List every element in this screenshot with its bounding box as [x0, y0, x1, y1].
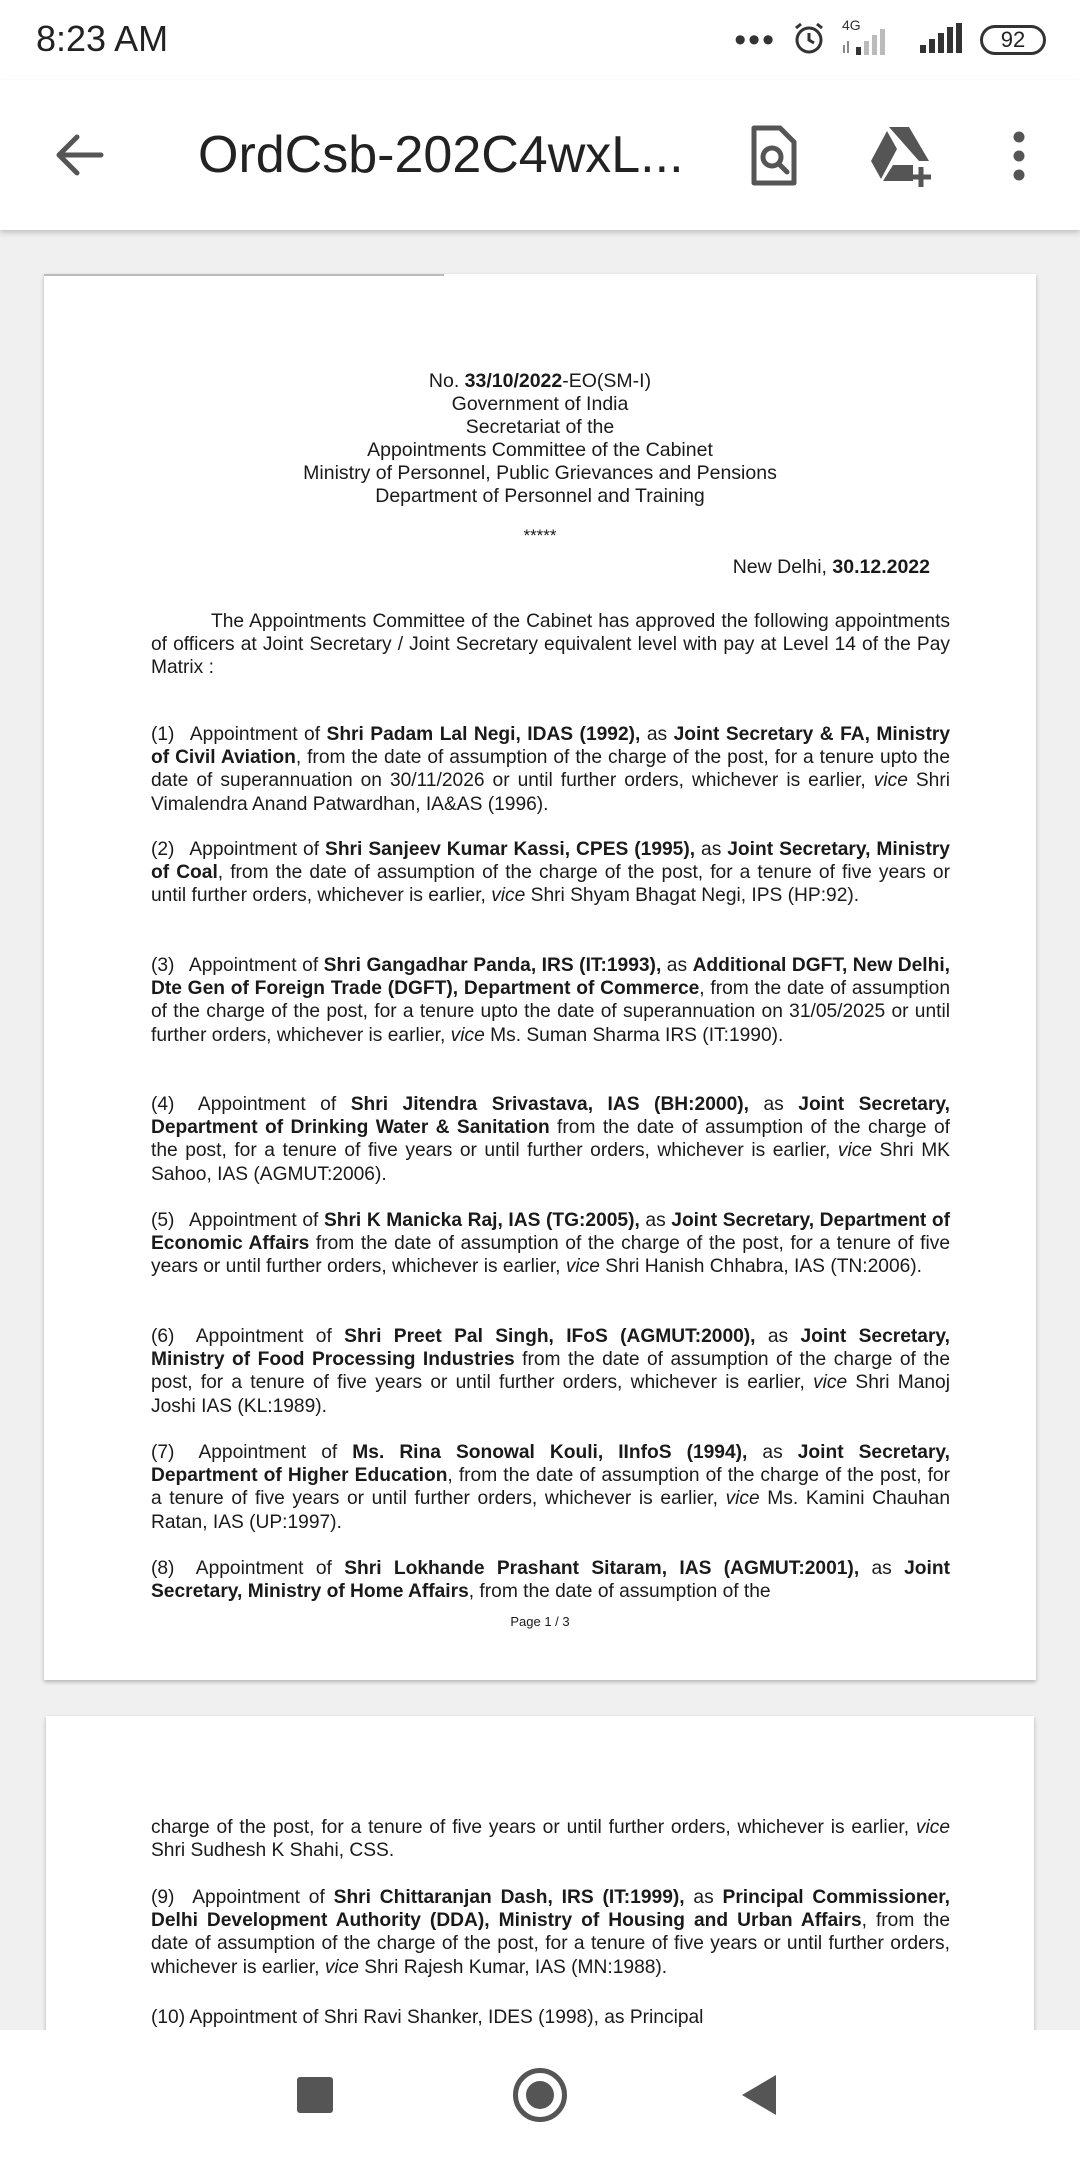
appointment-item: (4) Appointment of Shri Jitendra Srivastava, IAS (BH:2000), as Joint Secretary, Department of Drinking Water & Sanitation from the date of assumption of the charge of the post, for a tenure of five years or until further orders, whichever is earlier, vice Shri MK Sahoo, IAS (AGMUT:2006).	[151, 1094, 951, 1185]
appointment-item: (6) Appointment of Shri Preet Pal Singh, IFoS (AGMUT:2000), as Joint Secretary, Ministry of Food Processing Industries from the date of assumption of the charge of the post, for a tenure of five years or until further orders, whichever is earlier, vice Shri Manoj Joshi IAS (KL:1989).	[151, 1326, 951, 1417]
find-in-page-icon	[748, 125, 798, 187]
header-line-ministry: Ministry of Personnel, Public Grievances and Pensions	[303, 462, 777, 484]
document-header	[44, 370, 1036, 508]
battery-indicator: 92	[980, 25, 1046, 55]
more-vert-icon	[1012, 131, 1026, 181]
document-title: OrdCsb-202C4wxL...	[198, 126, 684, 184]
alarm-icon	[792, 21, 826, 60]
header-line-secretariat: Secretariat of the	[465, 416, 615, 438]
date-line: New Delhi, 30.12.2022	[732, 556, 930, 578]
header-line-department: Department of Personnel and Training	[375, 485, 705, 507]
appointment-item: (5) Appointment of Shri K Manicka Raj, IAS (TG:2005), as Joint Secretary, Department of Economic Affairs from the date of assumption of the charge of the post, for a tenure of five years or until further orders, whichever is earlier, vice Shri Hanish Chhabra, IAS (TN:2006).	[151, 1210, 951, 1278]
header-line-committee: Appointments Committee of the Cabinet	[367, 439, 713, 461]
network-type-label: 4G	[842, 17, 861, 33]
separator-stars: *****	[523, 526, 557, 545]
appointment-item: (8) Appointment of Shri Lokhande Prashant Sitaram, IAS (AGMUT:2001), as Joint Secretary, Ministry of Home Affairs, from the date of assumption of the	[151, 1558, 950, 1603]
more-options-button[interactable]	[994, 118, 1044, 194]
appointment-item: (7) Appointment of Ms. Rina Sonowal Kouli, IInfoS (1994), as Joint Secretary, Department of Higher Education, from the date of assumption of the charge of the post, for a tenure of five years or until further orders, whichever is earlier, vice Ms. Kamini Chauhan Ratan, IAS (UP:1997).	[151, 1442, 951, 1533]
status-icons	[734, 18, 1046, 62]
pdf-page-2	[46, 1716, 1034, 2030]
find-in-document-button[interactable]	[738, 118, 808, 194]
home-icon	[526, 2081, 554, 2109]
document-viewer[interactable]	[0, 230, 1080, 2030]
appointment-item: (1) Appointment of Shri Padam Lal Negi, IDAS (1992), as Joint Secretary & FA, Ministry of Civil Aviation, from the date of assumption of the charge of the post, for a tenure upto the date of superannuation on 30/11/2026 or until further orders, whichever is earlier, vice Shri Vimalendra Anand Patwardhan, IA&AS (1996).	[151, 724, 950, 815]
more-notifications-icon: •••	[734, 21, 776, 59]
appointment-item-partial: (10) Appointment of Shri Ravi Shanker, IDES (1998), as Principal	[151, 2007, 704, 2028]
cell-signal-4g-icon	[842, 17, 902, 57]
page-number-footer: Page 1 / 3	[510, 1614, 570, 1629]
cell-signal-icon	[918, 21, 964, 60]
add-to-drive-icon	[869, 125, 935, 187]
back-button[interactable]	[44, 120, 114, 190]
recent-apps-button[interactable]	[297, 2077, 333, 2113]
page-edge-line	[44, 274, 444, 276]
system-back-button[interactable]	[742, 2075, 776, 2115]
status-time: 8:23 AM	[36, 18, 169, 59]
reference-number: No. 33/10/2022-EO(SM-I)	[428, 370, 652, 392]
appointment-item: (3) Appointment of Shri Gangadhar Panda, IRS (IT:1993), as Additional DGFT, New Delhi, Dte Gen of Foreign Trade (DGFT), Department of Commerce, from the date of assumption of the charge of the post, for a tenure upto the date of superannuation on 31/05/2025 or until further orders, whichever is earlier, vice Ms. Suman Sharma IRS (IT:1990).	[151, 955, 950, 1046]
app-bar	[0, 80, 1080, 230]
intro-paragraph: The Appointments Committee of the Cabinet has approved the following appointments of officers at Joint Secretary / Joint Secretary equivalent level with pay at Level 14 of the Pay Matrix :	[151, 611, 950, 679]
home-button[interactable]	[513, 2068, 567, 2122]
header-line-government: Government of India	[451, 393, 629, 415]
pdf-page-1	[44, 274, 1036, 1680]
continuation-paragraph: charge of the post, for a tenure of five years or until further orders, whichever is earlier, vice Shri Sudhesh K Shahi, CSS.	[151, 1817, 950, 1862]
arrow-back-icon	[53, 129, 105, 181]
appointment-item: (9) Appointment of Shri Chittaranjan Dash, IRS (IT:1999), as Principal Commissioner, Delhi Development Authority (DDA), Ministry of Housing and Urban Affairs, from the date of assumption of the charge of the post, for a tenure of five years or until further orders, whichever is earlier, vice Shri Rajesh Kumar, IAS (MN:1988).	[151, 1887, 950, 1978]
system-navigation-bar	[0, 2030, 1080, 2160]
status-bar	[0, 0, 1080, 80]
appointment-item: (2) Appointment of Shri Sanjeev Kumar Kassi, CPES (1995), as Joint Secretary, Ministry of Coal, from the date of assumption of the charge of the post, for a tenure of five years or until further orders, whichever is earlier, vice Shri Shyam Bhagat Negi, IPS (HP:92).	[151, 839, 950, 907]
add-to-drive-button[interactable]	[862, 118, 942, 194]
